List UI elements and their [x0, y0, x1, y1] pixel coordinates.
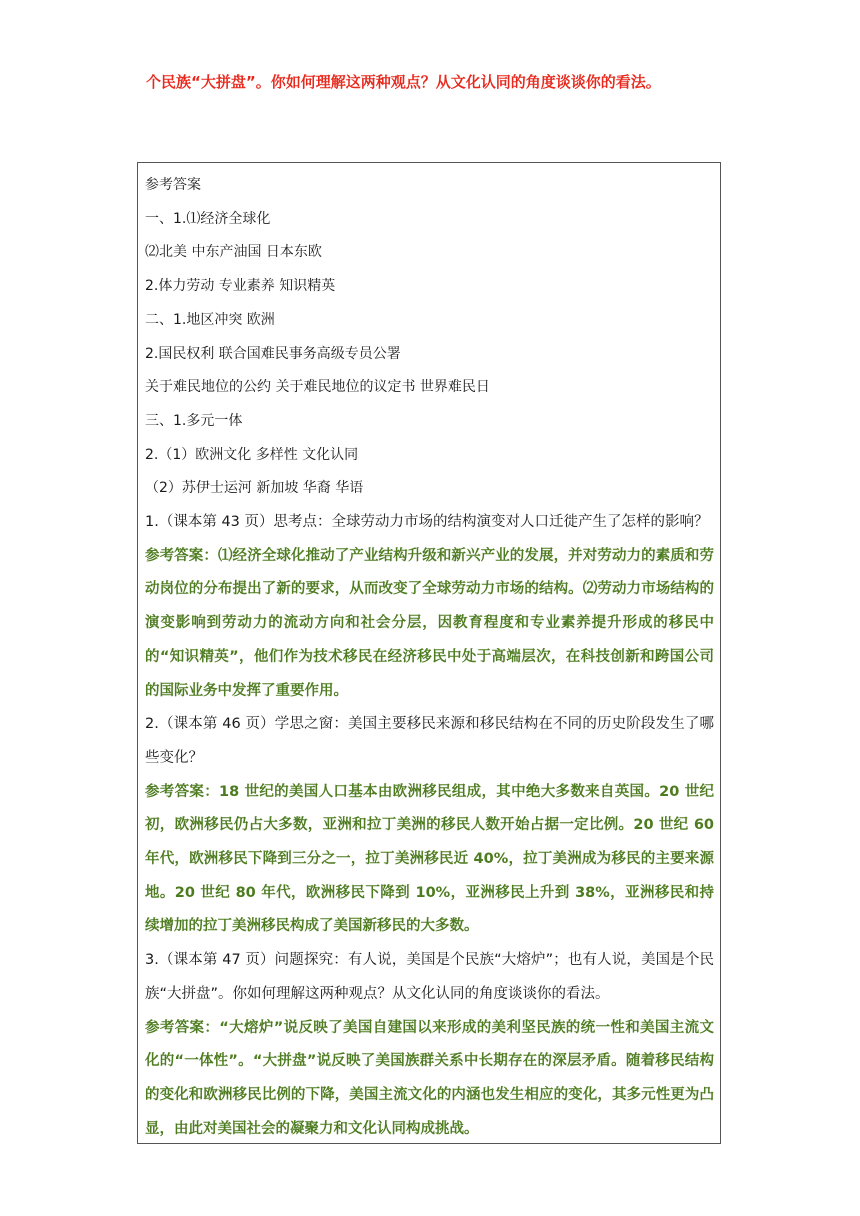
answer-2: 参考答案：18 世纪的美国人口基本由欧洲移民组成，其中绝大多数来自英国。20 世纪初，欧洲移民仍占大多数，亚洲和拉丁美洲的移民人数开始占据一定比例。20 世纪 60 年代，欧洲移民下降到三分之一，拉丁美洲移民近 40%，拉丁美洲成为移民的主要来源地。20 世纪 80 年代，欧洲移民下降到 10%，亚洲移民上升到 38%，亚洲移民和持续增加的拉丁美洲移民构成了美国新移民的大多数。 — [145, 783, 714, 935]
question-3: 3.（课本第 47 页）问题探究：有人说，美国是个民族“大熔炉”；也有人说，美国是个民族“大拼盘”。你如何理解这两种观点？从文化认同的角度谈谈你的看法。 — [145, 952, 714, 1002]
header-question: 个民族“大拼盘”。你如何理解这两种观点？从文化认同的角度谈谈你的看法。 — [146, 73, 661, 91]
short-answer-line: 二、1.地区冲突 欧洲 — [145, 311, 275, 328]
answer-title: 参考答案 — [145, 177, 201, 193]
short-answer-line: 三、1.多元一体 — [145, 412, 243, 429]
short-answer-line: 2.（1）欧洲文化 多样性 文化认同 — [145, 446, 359, 463]
question-1: 1.（课本第 43 页）思考点：全球劳动力市场的结构演变对人口迁徙产生了怎样的影响？ — [145, 514, 709, 531]
short-answer-line: 一、1.⑴经济全球化 — [145, 210, 271, 227]
answer-1: 参考答案：⑴经济全球化推动了产业结构升级和新兴产业的发展，并对劳动力的素质和劳动岗位的分布提出了新的要求，从而改变了全球劳动力市场的结构。⑵劳动力市场结构的演变影响到劳动力的流动方向和社会分层，因教育程度和专业素养提升形成的移民中的“知识精英”，他们作为技术移民在经济移民中处于高端层次，在科技创新和跨国公司的国际业务中发挥了重要作用。 — [145, 547, 714, 699]
short-answer-line: ⑵北美 中东产油国 日本东欧 — [145, 244, 322, 261]
question-2: 2.（课本第 46 页）学思之窗：美国主要移民来源和移民结构在不同的历史阶段发生了哪些变化？ — [145, 716, 714, 766]
short-answer-line: （2）苏伊士运河 新加坡 华裔 华语 — [145, 480, 364, 497]
answer-3: 参考答案：“大熔炉”说反映了美国自建国以来形成的美利坚民族的统一性和美国主流文化的“一体性”。“大拼盘”说反映了美国族群关系中长期存在的深层矛盾。随着移民结构的变化和欧洲移民比例的下降，美国主流文化的内涵也发生相应的变化，其多元性更为凸显，由此对美国社会的凝聚力和文化认同构成挑战。 — [145, 1019, 714, 1137]
short-answer-line: 2.体力劳动 专业素养 知识精英 — [145, 278, 336, 295]
answer-box — [137, 162, 721, 1144]
short-answer-line: 关于难民地位的公约 关于难民地位的议定书 世界难民日 — [145, 379, 490, 396]
short-answer-line: 2.国民权利 联合国难民事务高级专员公署 — [145, 345, 401, 362]
